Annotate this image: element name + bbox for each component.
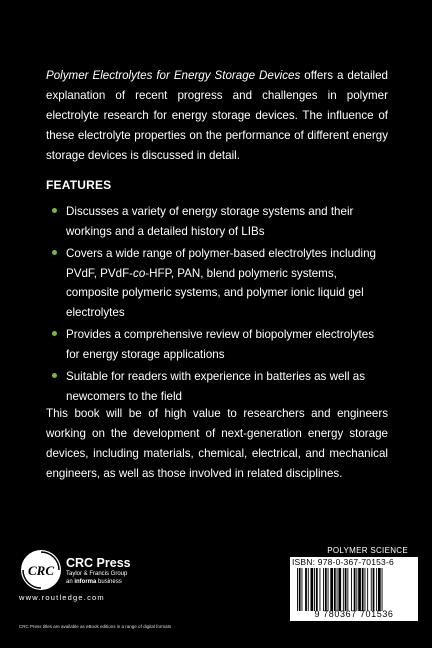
feature-item [52, 202, 390, 241]
publisher-informa: an informa business [66, 579, 122, 585]
publisher-name: CRC Press [66, 556, 131, 570]
feature-item [52, 325, 390, 364]
barcode-icon [296, 568, 412, 611]
publisher-group: Taylor & Francis Group [66, 571, 128, 577]
subject-category: POLYMER SCIENCE [327, 546, 408, 555]
feature-text: Discusses a variety of energy storage systems and their workings and a detailed history of LIBs [66, 205, 354, 238]
feature-text: Suitable for readers with experience in batteries as well as newcomers to the field [66, 370, 366, 403]
barcode-digits: 9 780367 701536 [314, 609, 394, 619]
features-heading: FEATURES [46, 178, 112, 192]
bullet-icon [52, 373, 57, 378]
website-link[interactable]: www.routledge.com [19, 593, 105, 602]
intro-paragraph [46, 66, 388, 166]
book-title: Polymer Electrolytes for Energy Storage Devices [46, 69, 301, 82]
feature-text: Provides a comprehensive review of biopolymer electrolytes for energy storage applications [66, 328, 375, 361]
bullet-icon [52, 250, 57, 255]
feature-italic: co [133, 266, 146, 280]
feature-text: Covers a wide range of polymer-based electrolytes including PVdF, PVdF- [66, 247, 376, 280]
crc-logo-text: CRC [27, 563, 55, 578]
bullet-icon [52, 331, 57, 336]
bullet-icon [52, 208, 57, 213]
feature-text: -HFP, PAN, blend polymeric systems, composite polymeric systems, and polymer ionic liquid gel electrolytes [66, 266, 364, 319]
isbn-label: ISBN: 978-0-367-70153-6 [292, 557, 394, 567]
feature-item [52, 244, 390, 322]
crc-logo [19, 548, 63, 592]
closing-paragraph: This book will be of high value to researchers and engineers working on the development of next-generation energy storage devices, including materials, chemical, electrical, and mechanical engineers, as well as those involved in related disciplines. [46, 407, 388, 480]
feature-item [52, 367, 390, 406]
intro-text: offers a detailed explanation of recent progress and challenges in polymer electrolyte research for energy storage devices. The influence of these electrolyte properties on the performance of different energy storage devices is discussed in detail. [46, 69, 388, 162]
features-list [52, 202, 390, 409]
ebook-footnote: CRC Press titles are available as eBook editions in a range of digital formats [19, 624, 172, 629]
isbn-barcode-box [290, 557, 418, 621]
publisher-block [19, 548, 169, 598]
